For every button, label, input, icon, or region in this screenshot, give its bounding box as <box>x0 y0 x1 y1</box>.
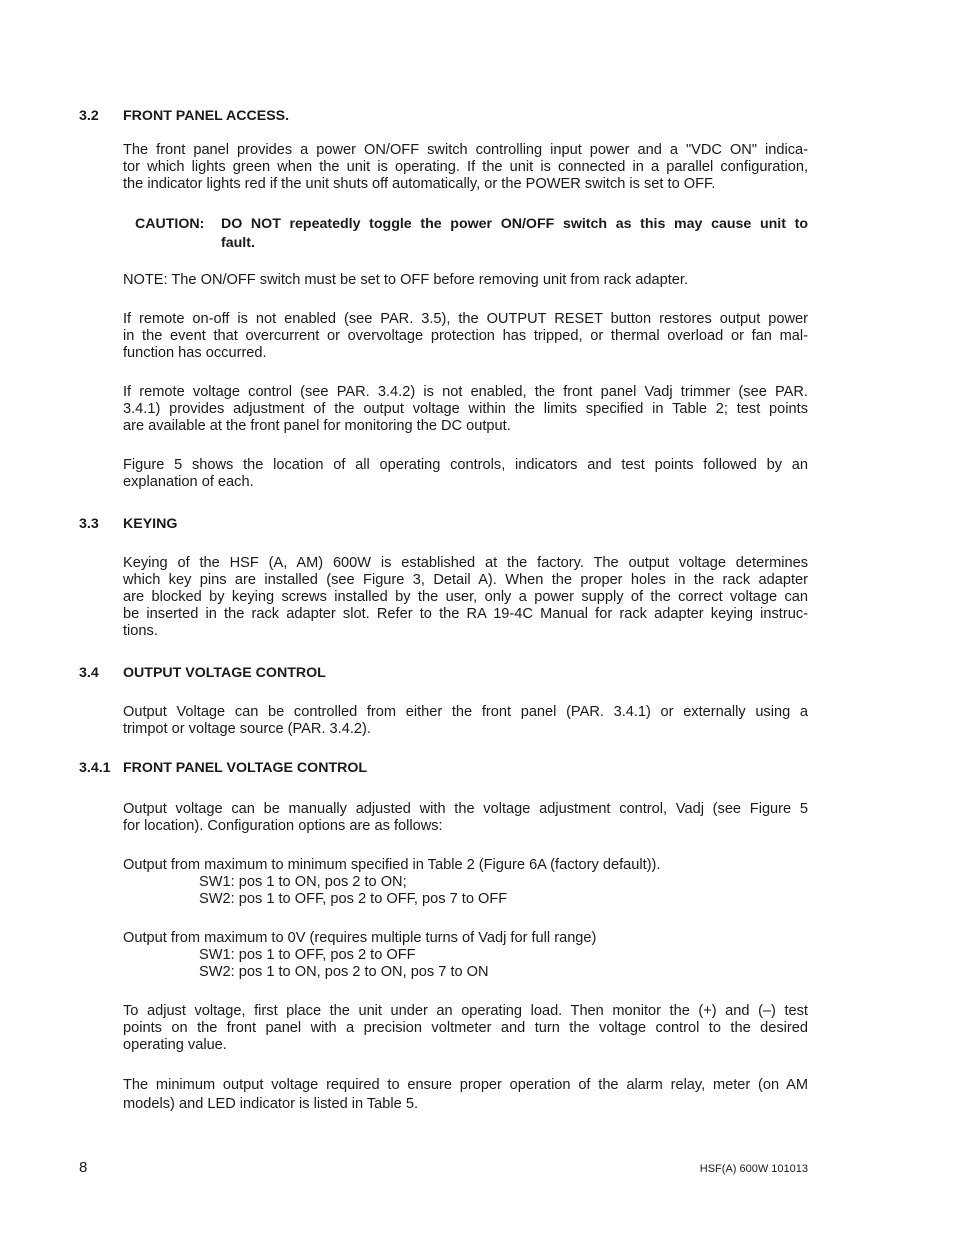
paragraph-note <box>123 272 808 289</box>
section-title: KEYING <box>123 516 178 532</box>
section-heading-3-4 <box>79 665 326 682</box>
option-block-2 <box>123 930 808 981</box>
text-line: trimpot or voltage source (PAR. 3.4.2). <box>123 721 371 737</box>
section-number: 3.4 <box>79 665 99 681</box>
paragraph-keying <box>123 555 808 640</box>
section-number: 3.4.1 <box>79 760 111 776</box>
text-line: points on the front panel with a precision voltmeter and turn the voltage control to the desired <box>123 1020 808 1036</box>
text-line: which key pins are installed (see Figure 3, Detail A). When the proper holes in the rack adapter <box>123 572 808 588</box>
paragraph-adjust-voltage <box>123 1003 808 1054</box>
section-heading-3-3 <box>79 516 177 533</box>
caution-text <box>221 215 808 253</box>
switch-setting: SW1: pos 1 to ON, pos 2 to ON; <box>199 874 407 890</box>
text-line: are available at the front panel for monitoring the DC output. <box>123 418 511 434</box>
text-line: Output Voltage can be controlled from either the front panel (PAR. 3.4.1) or externally using a <box>123 704 808 720</box>
text-line: the indicator lights red if the unit shuts off automatically, or the POWER switch is set to OFF. <box>123 176 716 192</box>
text-line: explanation of each. <box>123 474 254 490</box>
text-line: DO NOT repeatedly toggle the power ON/OFF switch as this may cause unit to <box>221 216 808 232</box>
section-number: 3.3 <box>79 516 99 532</box>
text-line: Output voltage can be manually adjusted with the voltage adjustment control, Vadj (see Figure 5 <box>123 801 808 817</box>
paragraph-front-panel-intro <box>123 142 808 193</box>
text-line: If remote on-off is not enabled (see PAR. 3.5), the OUTPUT RESET button restores output power <box>123 311 808 327</box>
paragraph-minimum-voltage <box>123 1076 808 1114</box>
section-title: FRONT PANEL VOLTAGE CONTROL <box>123 760 368 776</box>
paragraph-figure-5 <box>123 457 808 491</box>
page-number: 8 <box>79 1159 88 1176</box>
text-line: for location). Configuration options are as follows: <box>123 818 443 834</box>
text-line: fault. <box>221 235 255 251</box>
text-line: models) and LED indicator is listed in Table 5. <box>123 1096 419 1112</box>
option-description: Output from maximum to 0V (requires multiple turns of Vadj for full range) <box>123 930 597 946</box>
text-line: operating value. <box>123 1037 227 1053</box>
text-line: Keying of the HSF (A, AM) 600W is established at the factory. The output voltage determines <box>123 555 808 571</box>
switch-setting: SW2: pos 1 to OFF, pos 2 to OFF, pos 7 to OFF <box>199 891 508 907</box>
text-line: NOTE: The ON/OFF switch must be set to OFF before removing unit from rack adapter. <box>123 272 689 288</box>
section-heading-3-4-1 <box>79 760 367 777</box>
section-title: OUTPUT VOLTAGE CONTROL <box>123 665 326 681</box>
text-line: The minimum output voltage required to ensure proper operation of the alarm relay, meter (on AM <box>123 1077 808 1093</box>
text-line: function has occurred. <box>123 345 267 361</box>
paragraph-remote-voltage <box>123 384 808 435</box>
section-heading-3-2 <box>79 108 289 125</box>
section-title: FRONT PANEL ACCESS. <box>123 108 290 124</box>
text-line: If remote voltage control (see PAR. 3.4.2) is not enabled, the front panel Vadj trimmer (see PAR. <box>123 384 808 400</box>
option-description: Output from maximum to minimum specified in Table 2 (Figure 6A (factory default)). <box>123 857 661 873</box>
option-block-1 <box>123 857 808 908</box>
text-line: 3.4.1) provides adjustment of the output voltage within the limits specified in Table 2; test points <box>123 401 808 417</box>
text-line: are blocked by keying screws installed by the user, only a power supply of the correct voltage can <box>123 589 808 605</box>
text-line: The front panel provides a power ON/OFF switch controlling input power and a "VDC ON" indica- <box>123 142 808 158</box>
section-number: 3.2 <box>79 108 99 124</box>
text-line: be inserted in the rack adapter slot. Refer to the RA 19-4C Manual for rack adapter keying instruc- <box>123 606 808 622</box>
switch-setting: SW1: pos 1 to OFF, pos 2 to OFF <box>199 947 416 963</box>
switch-setting: SW2: pos 1 to ON, pos 2 to ON, pos 7 to ON <box>199 964 489 980</box>
text-line: tor which lights green when the unit is operating. If the unit is connected in a parallel configuration, <box>123 159 808 175</box>
text-line: Figure 5 shows the location of all operating controls, indicators and test points followed by an <box>123 457 808 473</box>
paragraph-manual-adjust <box>123 801 808 835</box>
text-line: tions. <box>123 623 158 639</box>
paragraph-output-reset <box>123 311 808 362</box>
document-id: HSF(A) 600W 101013 <box>699 1163 808 1175</box>
text-line: in the event that overcurrent or overvoltage protection has tripped, or thermal overload or fan mal- <box>123 328 808 344</box>
caution-label: CAUTION: <box>135 216 205 232</box>
paragraph-output-voltage <box>123 704 808 738</box>
text-line: To adjust voltage, first place the unit under an operating load. Then monitor the (+) and (–) test <box>123 1003 808 1019</box>
